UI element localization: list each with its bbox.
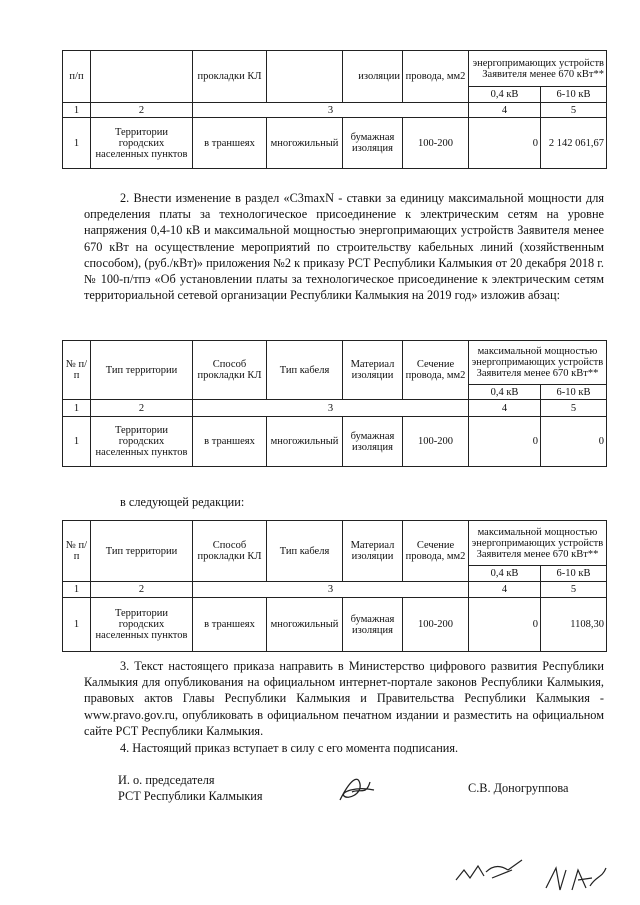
header-insulation: Материал изоляции: [343, 341, 403, 400]
row-value-high: 0: [541, 417, 607, 467]
col-num-3: 3: [193, 103, 469, 118]
header-territory: Тип территории: [91, 521, 193, 582]
row-value-low: 0: [469, 118, 541, 169]
col-num-4: 4: [469, 103, 541, 118]
header-voltage-low: 0,4 кВ: [469, 87, 541, 103]
col-num-2: 2: [91, 103, 193, 118]
row-territory: Территории городских населенных пунктов: [91, 417, 193, 467]
header-power: энергопримающих устройств Заявителя менее 670 кВт**: [469, 51, 607, 87]
header-power: максимальной мощностью энергопримающих устройств Заявителя менее 670 кВт**: [469, 521, 607, 566]
row-value-low: 0: [469, 598, 541, 652]
paragraph-4-text: 4. Настоящий приказ вступает в силу с его момента подписания.: [120, 741, 459, 755]
row-num: 1: [63, 598, 91, 652]
row-insulation: бумажная изоляция: [343, 417, 403, 467]
row-num: 1: [63, 417, 91, 467]
row-insulation: бумажная изоляция: [343, 118, 403, 169]
col-num-5: 5: [541, 400, 607, 417]
header-cable: Тип кабеля: [267, 341, 343, 400]
row-value-high: 1108,30: [541, 598, 607, 652]
col-num-4: 4: [469, 400, 541, 417]
handwritten-signature: [330, 770, 390, 810]
paragraph-3-text: 3. Текст настоящего приказа направить в Министерство цифрового развития Республики Калмыкия для опубликования на официальном интернет-портале законов Республики Калмыкия, правовых актов Главы Республики Калмыкия и Правительства Республики Калмыкия - www.pravo.gov.ru, опубликовать в официальном печатном издании и разместить на официальном сайте РСТ Республики Калмыкия.: [84, 659, 604, 738]
paragraph-4: [84, 740, 604, 756]
col-num-5: 5: [541, 103, 607, 118]
row-section: 100-200: [403, 598, 469, 652]
header-cable: [267, 51, 343, 103]
row-section: 100-200: [403, 417, 469, 467]
header-section: Сечение провода, мм2: [403, 341, 469, 400]
col-num-1: 1: [63, 103, 91, 118]
paragraph-3: [84, 658, 604, 739]
table-new: [62, 520, 607, 652]
header-insulation: Материал изоляции: [343, 521, 403, 582]
row-value-low: 0: [469, 417, 541, 467]
header-method: Способ прокладки КЛ: [193, 521, 267, 582]
paragraph-2-text: 2. Внести изменение в раздел «С3maxN - ставки за единицу максимальной мощности для определения платы за технологическое присоединение к электрическим сетям на уровне напряжения 0,4-10 кВ и максимальной мощностью энергопримающих устройств Заявителя менее 670 кВт на осуществление мероприятий по строительству кабельных линий (хозяйственным способом), (руб./кВт)» приложения №2 к приказу РСТ Республики Калмыкия от 20 декабря 2018 г.№ 100-п/тпэ «Об установлении платы за технологическое присоединение к электрическим сетям территориальной сетевой организации Республики Калмыкия на 2019 год» изложив абзац:: [84, 191, 604, 303]
header-num: п/п: [63, 51, 91, 103]
header-insulation: изоляции: [343, 51, 403, 103]
header-power: максимальной мощностью энергопримающих устройств Заявителя менее 670 кВт**: [469, 341, 607, 385]
col-num-3: 3: [193, 400, 469, 417]
row-insulation: бумажная изоляция: [343, 598, 403, 652]
header-voltage-low: 0,4 кВ: [469, 385, 541, 400]
col-num-4: 4: [469, 582, 541, 598]
row-cable: многожильный: [267, 118, 343, 169]
header-voltage-high: 6-10 кВ: [541, 385, 607, 400]
col-num-2: 2: [91, 582, 193, 598]
initials-scribble-2: [542, 862, 612, 894]
row-territory: Территории городских населенных пунктов: [91, 118, 193, 169]
row-cable: многожильный: [267, 598, 343, 652]
row-method: в траншеях: [193, 598, 267, 652]
header-voltage-high: 6-10 кВ: [541, 87, 607, 103]
row-section: 100-200: [403, 118, 469, 169]
row-value-high: 2 142 061,67: [541, 118, 607, 169]
header-section: провода, мм2: [403, 51, 469, 103]
header-voltage-high: 6-10 кВ: [541, 566, 607, 582]
table-current: [62, 340, 607, 467]
header-territory: [91, 51, 193, 103]
header-section: Сечение провода, мм2: [403, 521, 469, 582]
header-territory: Тип территории: [91, 341, 193, 400]
signatory-title-line-1: И. о. председателя: [118, 773, 215, 787]
next-edition-text: в следующей редакции:: [120, 495, 245, 509]
col-num-3: 3: [193, 582, 469, 598]
header-method: Способ прокладки КЛ: [193, 341, 267, 400]
col-num-5: 5: [541, 582, 607, 598]
header-cable: Тип кабеля: [267, 521, 343, 582]
col-num-1: 1: [63, 582, 91, 598]
header-num: № п/п: [63, 521, 91, 582]
signatory-title: [118, 772, 263, 804]
row-num: 1: [63, 118, 91, 169]
table-continuation: [62, 50, 607, 169]
col-num-2: 2: [91, 400, 193, 417]
signatory-name: С.В. Доногруппова: [468, 781, 569, 795]
signatory-title-line-2: РСТ Республики Калмыкия: [118, 789, 263, 803]
col-num-1: 1: [63, 400, 91, 417]
row-cable: многожильный: [267, 417, 343, 467]
row-territory: Территории городских населенных пунктов: [91, 598, 193, 652]
paragraph-2: [84, 190, 604, 303]
row-method: в траншеях: [193, 118, 267, 169]
initials-scribble-1: [452, 856, 532, 886]
header-method: прокладки КЛ: [193, 51, 267, 103]
header-voltage-low: 0,4 кВ: [469, 566, 541, 582]
header-num: № п/п: [63, 341, 91, 400]
row-method: в траншеях: [193, 417, 267, 467]
next-edition-label: [120, 494, 420, 510]
